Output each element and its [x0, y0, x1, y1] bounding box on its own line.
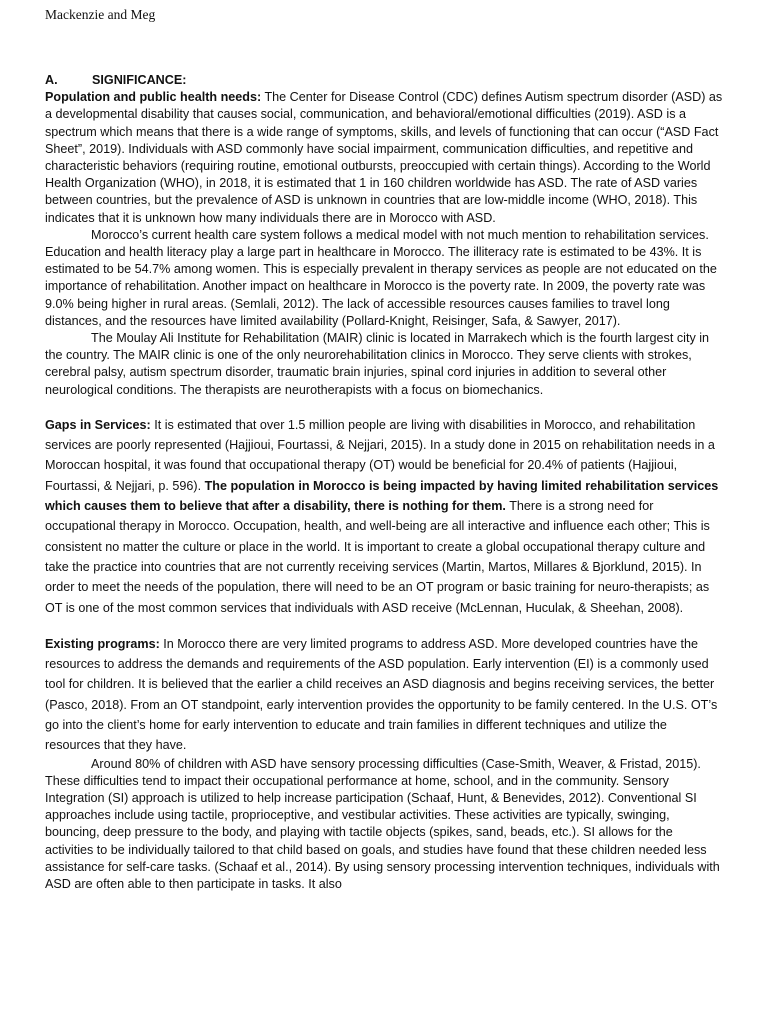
paragraph-sensory-processing: Around 80% of children with ASD have sensory processing difficulties (Case-Smith, Weaver, & Fristad, 2015). These difficulties tend to impact their occupational performance at home, school, and in the community. Sensory Integration (SI) approach is utilized to help increase participation (Schaaf, Hunt, & Benevides, 2012). Conventional SI approaches include using tactile, proprioceptive, and vestibular activities. These activities are typically, swinging, bouncing, deep pressure to the body, and playing with tactile objects (spikes, sand, beads, etc.). SI allows for the activities to be individually tailored to that child based on goals, and studies have found that these children needed less assistance for self-care tasks. (Schaaf et al., 2014). By using sensory processing intervention techniques, individuals with ASD are often able to then participate in tasks. It also	[45, 756, 720, 892]
paragraph-existing-programs	[45, 634, 723, 756]
section-title: SIGNIFICANCE:	[92, 73, 187, 87]
paragraph-text: It is estimated that over 1.5 million people are living with disabilities in Morocco, and rehabilitation services are poorly represented (Hajjioui, Fourtassi, & Nejjari, 2015). In a study done in 2015 on rehabilitation needs in a Moroccan hospital, it was found that occupational therapy (OT) would be beneficial for 20.4% of patients (Hajjioui, Fourtassi, & Nejjari, p. 596).	[45, 417, 715, 493]
document-body	[45, 72, 723, 893]
paragraph-text: The Center for Disease Control (CDC) defines Autism spectrum disorder (ASD) as a developmental disability that causes social, communication, and behavioral/emotional difficulties (2019). ASD is a spectrum which means that there is a wide range of symptoms, skills, and levels of functioning that can occur (“ASD Fact Sheet”, 2019). Individuals with ASD commonly have social impairment, communication difficulties, and repetitive and characteristic behaviors (requiring routine, emotional outbursts, preoccupied with certain things). According to the World Health Organization (WHO), in 2018, it is estimated that 1 in 160 children worldwide has ASD. The rate of ASD varies between countries, but the prevalence of ASD is unknown in countries that are low-middle income (WHO, 2018). This indicates that it is unknown how many individuals there are in Morocco with ASD.	[45, 90, 723, 225]
paragraph-text: In Morocco there are very limited programs to address ASD. More developed countries have the resources to address the demands and requirements of the ASD population. Early intervention (EI) is a commonly used tool for children. It is believed that the earlier a child receives an ASD diagnosis and begins receiving services, the better (Pasco, 2018). From an OT standpoint, early intervention provides the opportunity to be family centered. In the U.S. OT’s go into the client’s home for early intervention to educate and train families in different techniques and utilize the resources that they have.	[45, 636, 718, 753]
paragraph-lead: Existing programs:	[45, 636, 160, 651]
paragraph-health-care-system: Morocco’s current health care system follows a medical model with not much mention to rehabilitation services. Education and health literacy play a large part in healthcare in Morocco. The illiteracy rate is estimated to be 43%. It is estimated to be 54.7% among women. This is especially prevalent in therapy services as people are not educated on the importance of rehabilitation. Another impact on healthcare in Morocco is the poverty rate. In 2009, the poverty rate was 9.0% being higher in rural areas. (Semlali, 2012). The lack of accessible resources causes families to travel long distances, and the resources have limited availability (Pollard-Knight, Reisinger, Safa, & Sawyer, 2017).	[45, 227, 717, 328]
paragraph-population-needs	[45, 89, 723, 227]
paragraph-emphasis: The population in Morocco is being impacted by having limited rehabilitation services which causes them to believe that after a disability, there is nothing for them.	[45, 478, 719, 514]
paragraph-gaps-in-services	[45, 415, 723, 618]
section-number: A.	[45, 73, 58, 87]
section-heading	[45, 72, 723, 89]
page-header: Mackenzie and Meg	[45, 7, 156, 22]
paragraph-mair-clinic: The Moulay Ali Institute for Rehabilitation (MAIR) clinic is located in Marrakech which is the fourth largest city in the country. The MAIR clinic is one of the only neurorehabilitation clinics in Morocco. They serve clients with strokes, cerebral palsy, autism spectrum disorder, traumatic brain injuries, spinal cord injuries in addition to several other neurological conditions. The therapists are neurotherapists with a focus on biomechanics.	[45, 331, 710, 397]
paragraph-lead: Gaps in Services:	[45, 417, 151, 432]
paragraph-lead: Population and public health needs:	[45, 90, 262, 105]
paragraph-text: There is a strong need for occupational therapy in Morocco. Occupation, health, and well-being are all interactive and influence each other; This is consistent no matter the culture or place in the world. It is important to create a global occupational therapy culture and take the practice into countries that are not currently receiving services (Martin, Martos, Millares & Bjorklund, 2015). In order to meet the needs of the population, there will need to be an OT program or basic training for neuro-therapists; as OT is one of the most common services that individuals with ASD receive (McLennan, Huculak, & Sheehan, 2008).	[45, 499, 710, 615]
